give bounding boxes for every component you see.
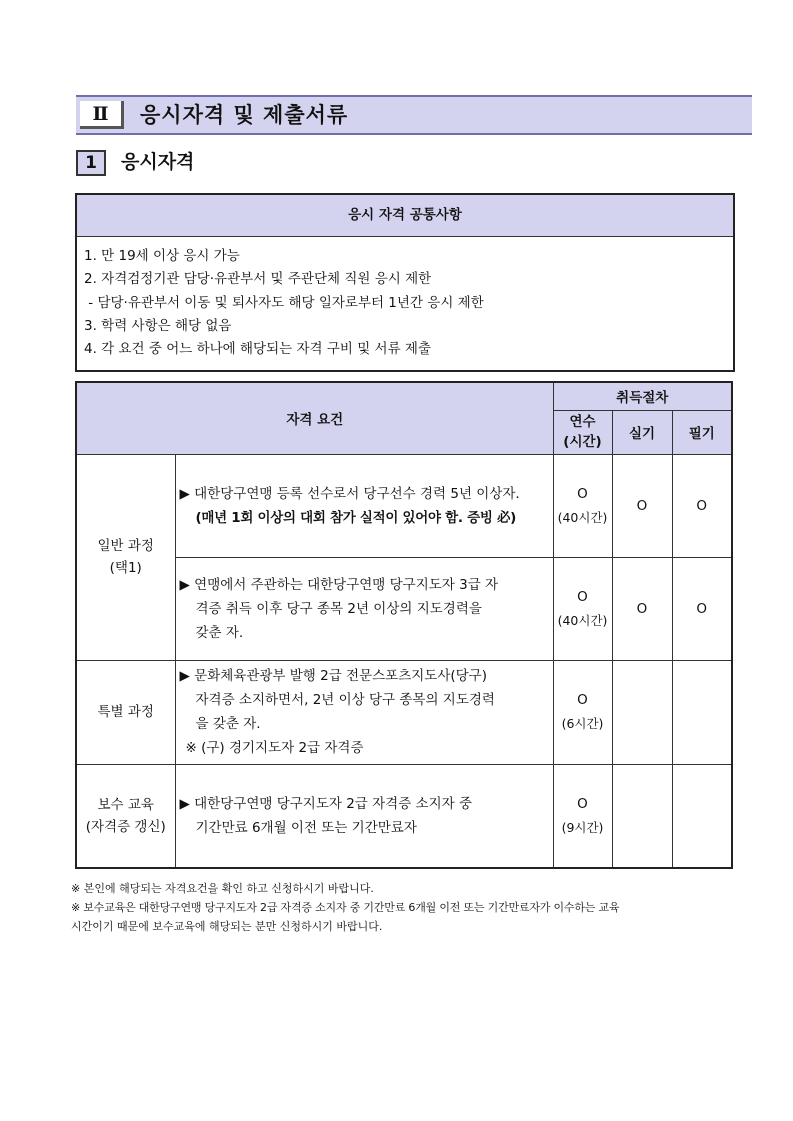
qualification-table [75, 381, 733, 869]
common-item: 1. 만 19세 이상 응시 가능 [84, 248, 240, 264]
requirement-note: ※ (구) 경기지도자 2급 자격증 [185, 740, 364, 756]
requirement-text: ▶ 대한당구연맹 등록 선수로서 당구선수 경력 5년 이상자. [179, 485, 520, 502]
subsection-number: 1 [76, 150, 106, 176]
common-item: 3. 학력 사항은 해당 없음 [84, 317, 232, 334]
header-training-label: 연수 [569, 414, 596, 430]
practical-special [612, 660, 672, 764]
training-general-1 [553, 454, 612, 557]
requirement-text: 을 갖춘 자. [195, 716, 261, 732]
training-hours: (40시간) [557, 509, 608, 525]
training-mark: O [577, 692, 588, 708]
requirement-refresher [175, 764, 553, 868]
training-mark: O [577, 485, 588, 502]
header-practical: 실기 [612, 410, 672, 454]
footnotes [71, 879, 743, 936]
header-training-unit: (시간) [563, 434, 602, 450]
common-item: 2. 자격검정기관 담당·유관부서 및 주관단체 직원 응시 제한 [84, 271, 432, 288]
training-special [553, 660, 612, 764]
requirement-text: 격증 취득 이후 당구 종목 2년 이상의 지도경력을 [195, 600, 482, 617]
section-header [76, 95, 752, 135]
requirement-text: 기간만료 6개월 이전 또는 기간만료자 [195, 819, 417, 836]
requirement-special [175, 660, 553, 764]
footnote: ※ 본인에 해당되는 자격요건을 확인 하고 신청하시기 바랍니다. [71, 882, 374, 895]
requirement-note: (매년 1회 이상의 대회 참가 실적이 있어야 함. 증빙 必) [195, 509, 517, 526]
practical-refresher [612, 764, 672, 868]
training-hours: (6시간) [561, 716, 604, 731]
footnote: 시간이기 때문에 보수교육에 해당되는 분만 신청하시기 바랍니다. [71, 920, 383, 933]
header-training [553, 410, 612, 454]
subsection-title: 응시자격 [121, 151, 195, 173]
category-refresher-label: 보수 교육 [97, 796, 154, 813]
requirement-text: 갖춘 자. [195, 624, 244, 641]
training-hours: (40시간) [557, 612, 608, 628]
category-general-label: 일반 과정 [97, 538, 154, 554]
training-mark: O [577, 588, 588, 605]
category-general-note: (택1) [109, 560, 142, 576]
training-refresher [553, 764, 612, 868]
written-special [672, 660, 732, 764]
section-numeral: Ⅱ [80, 101, 124, 129]
category-general [76, 454, 175, 660]
category-special: 특별 과정 [76, 660, 175, 764]
common-item: - 담당·유관부서 이동 및 퇴사자도 해당 일자로부터 1년간 응시 제한 [84, 294, 484, 311]
training-general-2 [553, 557, 612, 660]
header-written: 필기 [672, 410, 732, 454]
written-general-2: O [672, 557, 732, 660]
written-refresher [672, 764, 732, 868]
common-requirements-list [77, 237, 733, 361]
training-mark: O [577, 795, 588, 812]
practical-general-2: O [612, 557, 672, 660]
common-requirements-box [75, 193, 735, 372]
requirement-text: 자격증 소지하면서, 2년 이상 당구 종목의 지도경력 [195, 692, 495, 708]
requirement-text: ▶ 연맹에서 주관하는 대한당구연맹 당구지도자 3급 자 [179, 576, 499, 593]
common-requirements-heading: 응시 자격 공통사항 [77, 195, 733, 237]
category-refresher-note: (자격증 갱신) [85, 818, 166, 835]
category-refresher [76, 764, 175, 868]
header-procedure: 취득절차 [553, 382, 732, 410]
training-hours: (9시간) [561, 819, 604, 835]
requirement-general-1 [175, 454, 553, 557]
requirement-text: ▶ 대한당구연맹 당구지도자 2급 자격증 소지자 중 [179, 795, 472, 812]
written-general-1: O [672, 454, 732, 557]
header-requirement: 자격 요건 [76, 382, 553, 454]
footnote: ※ 보수교육은 대한당구연맹 당구지도자 2급 자격증 소지자 중 기간만료 6개월 이전 또는 기간만료자가 이수하는 교육 [71, 901, 620, 914]
practical-general-1: O [612, 454, 672, 557]
requirement-text: ▶ 문화체육관광부 발행 2급 전문스포츠지도사(당구) [179, 668, 487, 684]
requirement-general-2 [175, 557, 553, 660]
section-title: 응시자격 및 제출서류 [140, 103, 349, 127]
common-item: 4. 각 요건 중 어느 하나에 해당되는 자격 구비 및 서류 제출 [84, 341, 431, 358]
